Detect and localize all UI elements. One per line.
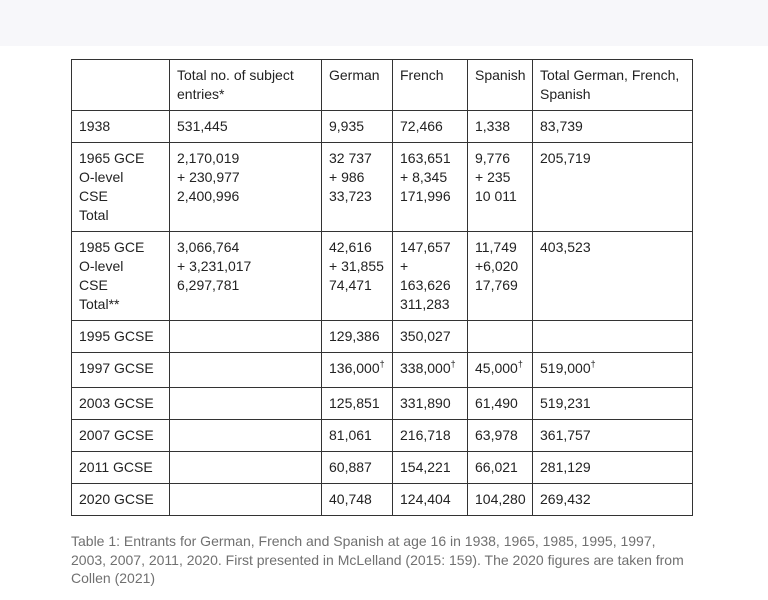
gfs-total-cell: 83,739 bbox=[533, 111, 693, 143]
french-cell: 350,027 bbox=[393, 321, 468, 353]
french-cell bbox=[393, 353, 468, 388]
table-row bbox=[72, 111, 693, 143]
french-cell: 124,404 bbox=[393, 484, 468, 516]
german-cell bbox=[322, 353, 393, 388]
total-entries-cell: 531,445 bbox=[170, 111, 322, 143]
spanish-cell: 104,280 bbox=[468, 484, 533, 516]
gfs-total-cell bbox=[533, 353, 693, 388]
header-cell-gfs-total: Total German, French, Spanish bbox=[533, 60, 693, 111]
gfs-total-value: 519,000 bbox=[540, 360, 591, 376]
header-cell-spanish: Spanish bbox=[468, 60, 533, 111]
year-cell: 1997 GCSE bbox=[72, 353, 170, 388]
table-row bbox=[72, 321, 693, 353]
top-band bbox=[0, 0, 768, 46]
german-cell: 129,386 bbox=[322, 321, 393, 353]
year-cell: 2020 GCSE bbox=[72, 484, 170, 516]
header-cell-german: German bbox=[322, 60, 393, 111]
total-entries-cell bbox=[170, 452, 322, 484]
german-cell: 60,887 bbox=[322, 452, 393, 484]
french-cell: 72,466 bbox=[393, 111, 468, 143]
gfs-total-cell: 403,523 bbox=[533, 232, 693, 321]
french-cell: 163,651 + 8,345 171,996 bbox=[393, 143, 468, 232]
table-row bbox=[72, 353, 693, 388]
total-entries-cell: 2,170,019 + 230,977 2,400,996 bbox=[170, 143, 322, 232]
table-caption: Table 1: Entrants for German, French and Spanish at age 16 in 1938, 1965, 1985, 1995, 1997, 2003, 2007, 2011, 2020. First presented in McLelland (2015: 159). The 2020 figures are taken from Collen (2021) bbox=[71, 533, 684, 586]
year-cell: 2003 GCSE bbox=[72, 388, 170, 420]
year-cell: 1985 GCE O-level CSE Total** bbox=[72, 232, 170, 321]
french-cell: 216,718 bbox=[393, 420, 468, 452]
french-cell: 147,657 + 163,626 311,283 bbox=[393, 232, 468, 321]
gfs-total-cell: 205,719 bbox=[533, 143, 693, 232]
dagger-mark: † bbox=[450, 359, 456, 369]
total-entries-cell bbox=[170, 484, 322, 516]
gfs-total-cell: 281,129 bbox=[533, 452, 693, 484]
table-row bbox=[72, 452, 693, 484]
german-cell: 32 737 + 986 33,723 bbox=[322, 143, 393, 232]
french-cell: 331,890 bbox=[393, 388, 468, 420]
dagger-mark: † bbox=[379, 359, 385, 369]
german-cell: 42,616 + 31,855 74,471 bbox=[322, 232, 393, 321]
spanish-cell: 63,978 bbox=[468, 420, 533, 452]
french-value: 338,000 bbox=[400, 360, 451, 376]
year-cell: 1938 bbox=[72, 111, 170, 143]
dagger-mark: † bbox=[590, 359, 596, 369]
gfs-total-cell: 269,432 bbox=[533, 484, 693, 516]
spanish-cell: 61,490 bbox=[468, 388, 533, 420]
total-entries-cell bbox=[170, 388, 322, 420]
total-entries-cell bbox=[170, 353, 322, 388]
french-cell: 154,221 bbox=[393, 452, 468, 484]
spanish-cell: 9,776 + 235 10 011 bbox=[468, 143, 533, 232]
gfs-total-cell: 519,231 bbox=[533, 388, 693, 420]
spanish-cell bbox=[468, 321, 533, 353]
german-value: 136,000 bbox=[329, 360, 380, 376]
spanish-cell: 66,021 bbox=[468, 452, 533, 484]
spanish-value: 45,000 bbox=[475, 360, 518, 376]
year-cell: 1965 GCE O-level CSE Total bbox=[72, 143, 170, 232]
header-cell-blank bbox=[72, 60, 170, 111]
total-entries-cell bbox=[170, 420, 322, 452]
german-cell: 40,748 bbox=[322, 484, 393, 516]
entrants-table bbox=[71, 59, 693, 516]
german-cell: 81,061 bbox=[322, 420, 393, 452]
header-cell-french: French bbox=[393, 60, 468, 111]
total-entries-cell: 3,066,764 + 3,231,017 6,297,781 bbox=[170, 232, 322, 321]
spanish-cell: 1,338 bbox=[468, 111, 533, 143]
year-cell: 1995 GCSE bbox=[72, 321, 170, 353]
year-cell: 2007 GCSE bbox=[72, 420, 170, 452]
table-row bbox=[72, 388, 693, 420]
table-row bbox=[72, 143, 693, 232]
german-cell: 9,935 bbox=[322, 111, 393, 143]
table-row bbox=[72, 484, 693, 516]
header-cell-total-entries: Total no. of subject entries* bbox=[170, 60, 322, 111]
total-entries-cell bbox=[170, 321, 322, 353]
gfs-total-cell: 361,757 bbox=[533, 420, 693, 452]
table-container bbox=[71, 59, 693, 516]
spanish-cell bbox=[468, 353, 533, 388]
dagger-mark: † bbox=[517, 359, 523, 369]
year-cell: 2011 GCSE bbox=[72, 452, 170, 484]
header-row bbox=[72, 60, 693, 111]
table-row bbox=[72, 232, 693, 321]
spanish-cell: 11,749 +6,020 17,769 bbox=[468, 232, 533, 321]
table-row bbox=[72, 420, 693, 452]
german-cell: 125,851 bbox=[322, 388, 393, 420]
gfs-total-cell bbox=[533, 321, 693, 353]
